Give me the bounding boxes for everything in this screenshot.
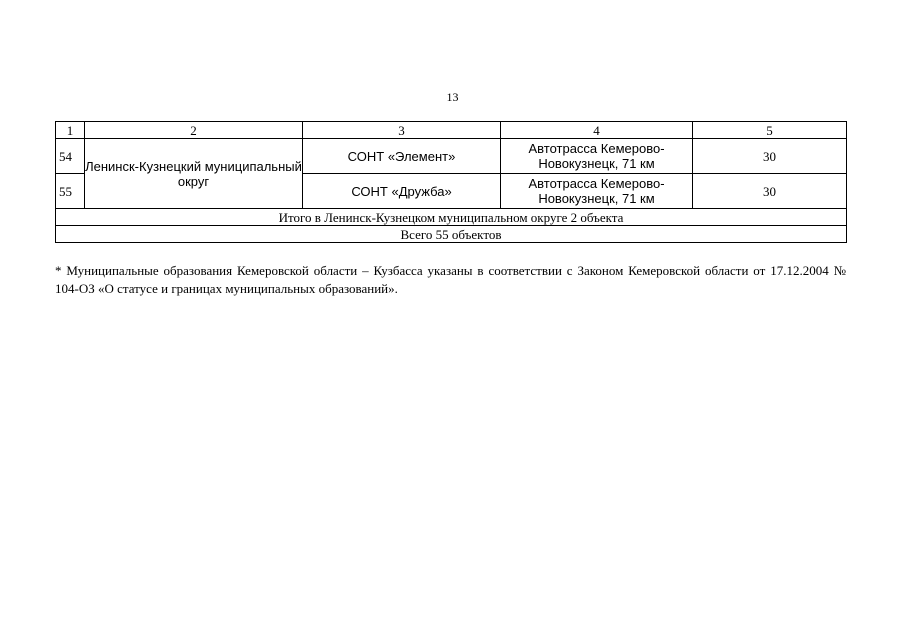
object-value: 30 bbox=[693, 139, 847, 174]
object-name: СОНТ «Элемент» bbox=[303, 139, 501, 174]
subtotal-row bbox=[56, 209, 847, 226]
column-header-4: 4 bbox=[501, 122, 693, 139]
column-header-3: 3 bbox=[303, 122, 501, 139]
table-row bbox=[56, 139, 847, 174]
total-row bbox=[56, 226, 847, 243]
total-text: Всего 55 объектов bbox=[56, 226, 847, 243]
objects-table bbox=[55, 121, 847, 243]
page-number: 13 bbox=[446, 90, 459, 104]
footnote: * Муниципальные образования Кемеровской области – Кузбасса указаны в соответствии с Законом Кемеровской области от 17.12.2004 № 104-ОЗ «О статусе и границах муниципальных образований». bbox=[55, 263, 846, 296]
subtotal-text: Итого в Ленинск-Кузнецком муниципальном округе 2 объекта bbox=[56, 209, 847, 226]
column-header-2: 2 bbox=[85, 122, 303, 139]
object-value: 30 bbox=[693, 174, 847, 209]
object-name: СОНТ «Дружба» bbox=[303, 174, 501, 209]
row-number: 55 bbox=[56, 174, 85, 209]
row-number: 54 bbox=[56, 139, 85, 174]
table-header-row bbox=[56, 122, 847, 139]
column-header-5: 5 bbox=[693, 122, 847, 139]
municipality-cell: Ленинск-Кузнецкий муниципальный округ bbox=[85, 139, 303, 209]
object-address: Автотрасса Кемерово-Новокузнецк, 71 км bbox=[501, 174, 693, 209]
column-header-1: 1 bbox=[56, 122, 85, 139]
object-address: Автотрасса Кемерово-Новокузнецк, 71 км bbox=[501, 139, 693, 174]
